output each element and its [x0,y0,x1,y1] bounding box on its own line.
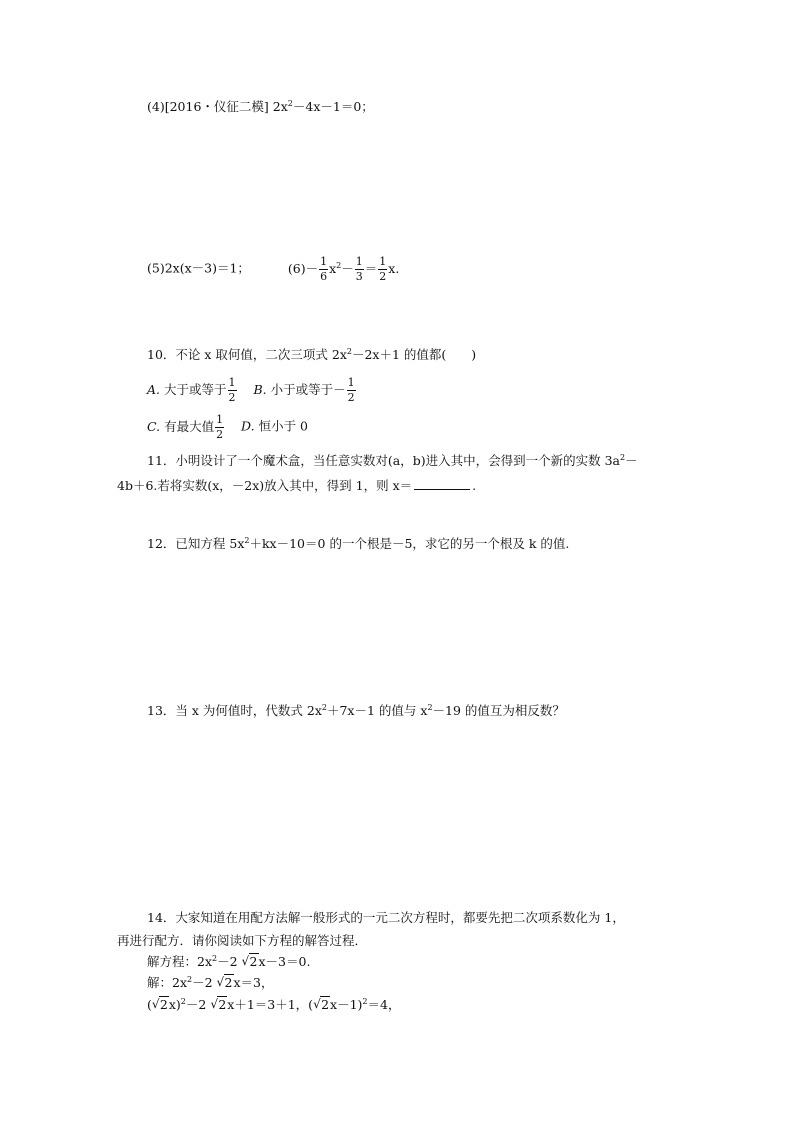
q4-equation: $2x^2-4x-1=0$； [272,99,374,114]
q5-equation: (5)2x(x－3)＝1； [147,260,250,276]
question-14-line2: 再进行配方．请你阅读如下方程的解答过程． [117,933,368,948]
question-10-options-cd [147,414,308,440]
fraction: $\frac{1}{2}$ [379,255,387,283]
question-11-line2: 4b＋6.若将实数(x，－2x)放入其中，得到 1，则 x＝ . [117,478,477,493]
question-12: 12．已知方程 $5x^2+kx-10=0$ 的一个根是－5，求它的另一个根及 k 的值. [147,536,570,551]
question-4 [147,101,374,114]
question-10-stem: 10．不论 x 取何值，二次三项式 $2x^2-2x+1$ 的值都( ) [147,347,477,362]
question-14-solution-step1: 解：$2x^2-2$ √ 2x＝3， [147,977,274,990]
q4-source: [2016・仪征二模] [164,99,269,114]
sqrt-symbol: √ 2 [242,956,259,969]
q4-label: (4) [147,99,165,114]
question-10-options-ab [147,377,357,403]
sqrt-symbol: √ 2 [210,999,227,1012]
sqrt-symbol: √ 2 [313,999,330,1012]
sqrt-symbol: √ 2 [152,999,169,1012]
option-d: D. 恒小于 0 [241,418,309,434]
fraction: $\frac{1}{6}$ [320,255,328,283]
question-14-equation: 解方程：$2x^2-2$ √ 2x－3＝0. [147,956,310,969]
answer-blank[interactable] [414,478,470,490]
fraction: $\frac{1}{3}$ [355,255,363,283]
q6-equation: (6)－ $\frac{1}{6}$ $x^2-$ $\frac{1}{3}$ ＝ $\frac{1}{2}$ x. [287,255,400,283]
question-13: 13．当 x 为何值时，代数式 $2x^2+7x-1$ 的值与 $x^2-19$ 的值互为相反数？ [147,703,565,718]
option-a: A. 大于或等于 $\frac{1}{2}$ [147,376,236,404]
question-5-6 [147,256,399,282]
question-14-solution-step2: (√ 2x)$^2$－2 √ 2x＋1＝3＋1，(√ 2x－1)$^2$＝4， [147,999,400,1012]
sqrt-symbol: √ 2 [217,977,234,990]
option-b: B. 小于或等于－ $\frac{1}{2}$ [253,376,355,404]
question-14-line1: 14．大家知道在用配方法解一般形式的一元二次方程时，都要先把二次项系数化为 1， [147,910,625,925]
option-c: C. 有最大值 $\frac{1}{2}$ [147,413,224,441]
question-11-line1: 11．小明设计了一个魔术盒，当任意实数对(a，b)进入其中，会得到一个新的实数 $3a^2-$ [147,453,638,468]
